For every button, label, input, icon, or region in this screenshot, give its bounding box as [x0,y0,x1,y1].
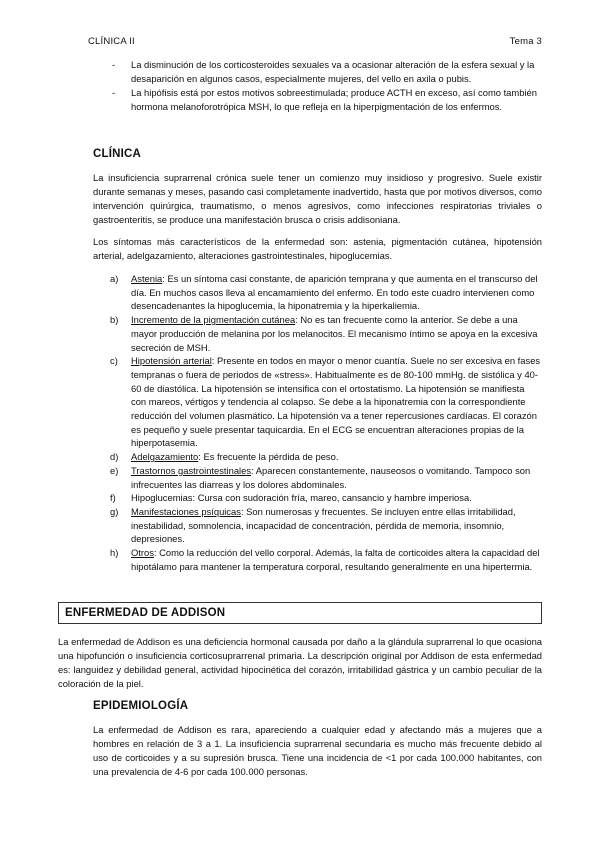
section-title-clinica: CLÍNICA [93,148,142,160]
item-letter: e) [110,464,119,476]
bullet-marker: - [112,59,116,70]
epidemiologia-paragraph: La enfermedad de Addison es rara, apareciendo a cualquier edad y afectando más a mujeres que a hombres en relación de 3 a 1. La insuficiencia suprarrenal secundaria es mucho más frecuente debido al uso de corticoides y a su supresión brusca. Tiene una incidencia de <1 por cada 100.000 habitantes, con una prevalencia de 4-6 por cada 100.000 personas. [93,724,542,777]
section-box-addison [58,602,542,624]
item-text: : Es frecuente la pérdida de peso. [198,451,339,463]
item-text: : Son numerosas y frecuentes. Se incluyen entre ellas irritabilidad, inestabilidad, somnolencia, incapacidad de concentración, pérdida de memoria, insomnio, depresiones. [131,505,516,545]
clinica-paragraph-1: La insuficiencia suprarrenal crónica suele tener un comienzo muy insidioso y progresivo. Suele existir durante semanas y meses, pasando casi completamente inadvertido, hasta que por motivos diversos, como intervención quirúrgica, traumatismo, o menos agresivos, como infecciones respiratorias triviales o gastroenteritis, se produce una manifestación brusca o crisis addisoniana. [93,172,542,225]
item-keyword: Incremento de la pigmentación cutánea [131,314,296,326]
item-letter: a) [110,273,119,284]
item-keyword: Hipotensión arterial [131,355,212,367]
item-text: : Es un síntoma casi constante, de aparición temprana y que aumenta en el transcurso del día. En muchos casos lleva al encamamiento del enfermo. En todo este cuadro intervienen como desencadenantes la hipoglucemia, la hiponatremia y la hiperkaliemia. [131,273,538,312]
item-letter: g) [110,505,119,517]
bullet-marker: - [112,87,116,98]
item-text: Hipoglucemias: Cursa con sudoración fría, mareo, cansancio y hambre imperiosa. [131,492,472,504]
item-keyword: Adelgazamiento [131,451,199,463]
section-title-epidemiologia: EPIDEMIOLOGÍA [93,700,189,712]
header-course: CLÍNICA II [88,36,135,47]
item-letter: c) [110,355,118,367]
addison-paragraph: La enfermedad de Addison es una deficiencia hormonal causada por daño a la glándula suprarrenal lo que ocasiona una hipofunción o insuficiencia corticosuprarrenal primaria. La descripción original por Addison de esta enfermedad es: languidez y debilidad general, actividad hipocinética del corazón, irritabilidad gástrica y un cambio peculiar de la coloración de la piel. [58,636,542,689]
item-keyword: Manifestaciones psíquicas [131,505,241,517]
list-item [110,505,542,546]
section-title-addison: ENFERMEDAD DE ADDISON [65,607,226,619]
bullet-text: La disminución de los corticosteroides sexuales va a ocasionar alteración de la esfera sexual y la desaparición en algunos casos, especialmente mujeres, del vello en axila o pubis. [131,59,535,84]
item-letter: b) [110,314,119,326]
list-item [110,354,542,450]
list-item [108,58,538,86]
item-text: : Aparecen constantemente, nauseosos o vomitando. Tampoco son infrecuentes las diarreas y los dolores abdominales. [131,464,531,490]
list-item [110,313,542,354]
intro-bullet-list [108,58,538,114]
item-keyword: Trastornos gastrointestinales [131,464,252,476]
symptom-list [110,272,542,573]
clinica-paragraph-2: Los síntomas más característicos de la enfermedad son: astenia, pigmentación cutánea, hipotensión arterial, adelgazamiento, alteraciones gastrointestinales, hipoglucemias. [93,236,542,261]
list-item [108,86,538,114]
item-letter: h) [110,547,119,559]
list-item [110,546,542,573]
list-item [110,450,542,464]
item-text: : Como la reducción del vello corporal. Además, la falta de corticoides altera la capacidad del hipotálamo para mantener la temperatura corporal, resultando generalmente en una hipertermia. [131,547,540,572]
item-text: : Presente en todos en mayor o menor cuantía. Suele no ser excesiva en fases tempranas o fuera de periodos de «stress». Habitualmente es de 80-100 mmHg. de sistólica y 40-60 de diastólica. La hipotensión se intensifica con el ortostatismo. La hipotensión se manifiesta con mareos, vértigos y tendencia al colapso. Se debe a la hiponatremia con la correspondiente reducción del volumen plasmático. La hipotensión va a tener repercusiones cardíacas. El corazón es pequeño y suele presentar taquicardia. En el ECG se encuentran alteraciones propias de la hiperpotasemia. [131,355,541,449]
item-keyword: Astenia [131,273,163,284]
item-text: : No es tan frecuente como la anterior. Se debe a una mayor producción de melanina por los melanocitos. El mecanismo íntimo se apoya en la excesiva secreción de MSH. [131,314,538,353]
list-item [110,491,542,505]
bullet-text: La hipófisis está por estos motivos sobreestimulada; produce ACTH en exceso, así como también hormona melanoforotrópica MSH, lo que refleja en la hiperpigmentación de los enfermos. [131,87,537,112]
header-topic: Tema 3 [509,36,542,47]
item-keyword: Otros [131,547,154,559]
item-letter: d) [110,451,119,463]
item-letter: f) [110,492,116,504]
list-item [110,464,542,491]
list-item [110,272,542,313]
